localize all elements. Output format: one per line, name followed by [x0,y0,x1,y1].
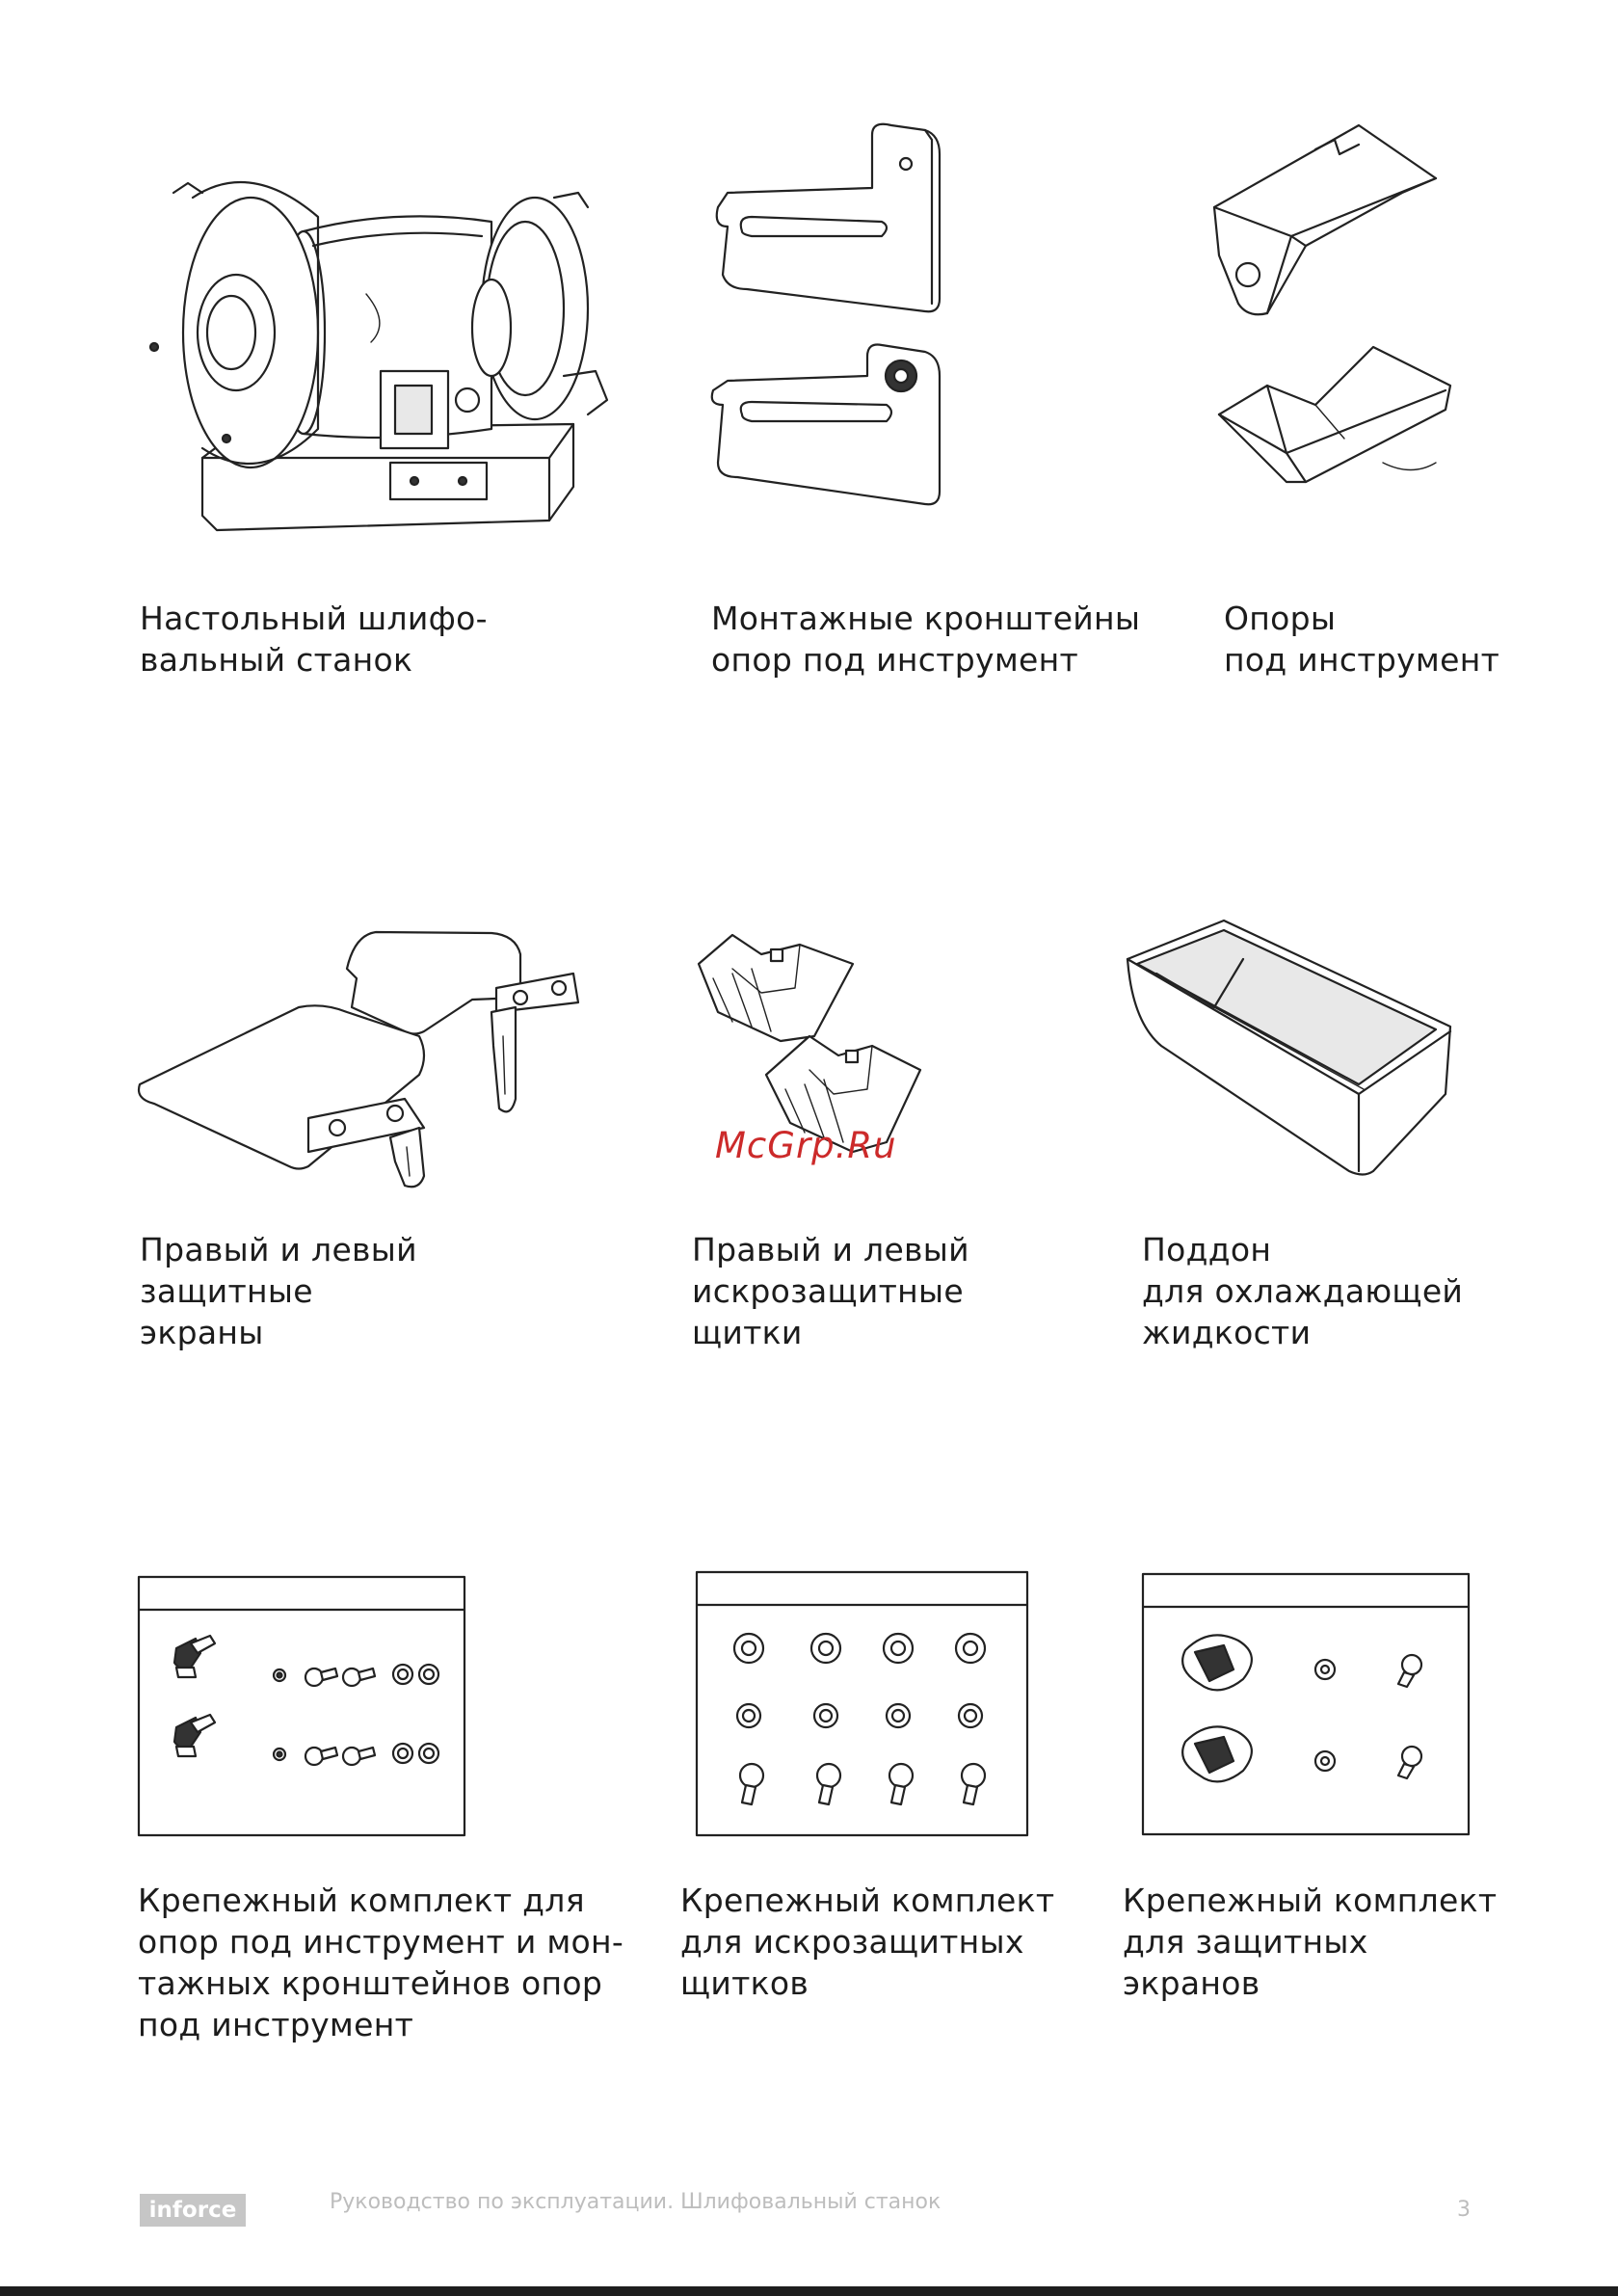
item-caption-fastener-kit-eye-shields: Крепежный комплект для защитных экранов [1123,1882,1498,2002]
item-caption-fastener-kit-tool-rests: Крепежный комплект для опор под инструмент и мон- тажных кронштейнов опор под инструмент [138,1882,624,2043]
fastener-kit-spark-guards-illustration [696,1571,1028,1836]
item-caption-eye-shields: Правый и левый защитные экраны [140,1231,417,1351]
watermark: McGrp.Ru [715,1125,897,1166]
eye-shields-illustration [135,930,597,1190]
item-caption-mounting-brackets: Монтажные кронштейны опор под инструмент [711,600,1141,679]
tool-rests-illustration [1209,120,1470,506]
fastener-kit-tool-rests-illustration [138,1576,465,1836]
bottom-rule [0,2286,1618,2296]
item-caption-bench-grinder: Настольный шлифо- вальный станок [140,600,488,679]
item-caption-tool-rests: Опоры под инструмент [1224,600,1500,679]
item-caption-spark-guards: Правый и левый искрозащитные щитки [692,1231,969,1351]
item-caption-coolant-tray: Поддон для охлаждающей жидкости [1142,1231,1464,1351]
brand-logo: inforce [140,2194,246,2227]
mounting-brackets-illustration [708,120,959,516]
bench-grinder-illustration [135,140,636,545]
item-caption-fastener-kit-spark-guards: Крепежный комплект для искрозащитных щитков [680,1882,1055,2002]
coolant-tray-illustration [1118,916,1465,1186]
page-number: 3 [1457,2198,1471,2222]
fastener-kit-eye-shields-illustration [1142,1573,1470,1835]
footer-title: Руководство по эксплуатации. Шлифовальный станок [330,2190,942,2214]
spark-guards-illustration [694,935,944,1157]
